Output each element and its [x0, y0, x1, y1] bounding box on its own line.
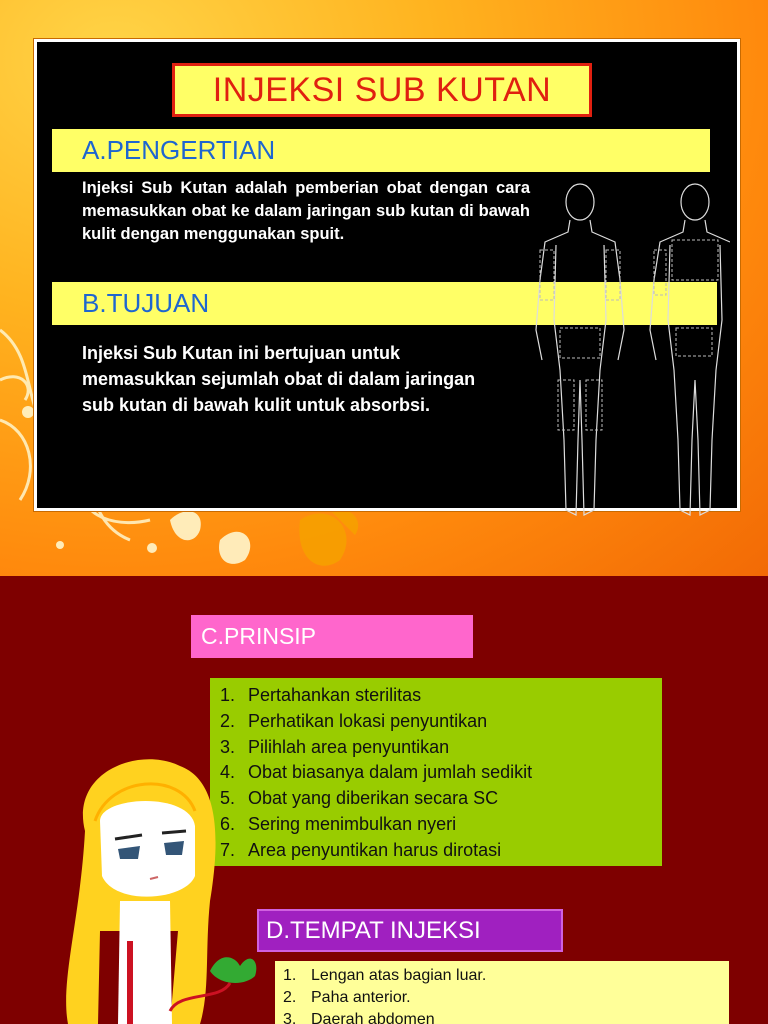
- section-b-text: Injeksi Sub Kutan ini bertujuan untuk memasukkan sejumlah obat di dalam jaringan sub kutan di bawah kulit untuk absorbsi.: [82, 343, 476, 415]
- body-injection-sites-illustration: [530, 180, 730, 530]
- section-b-heading: B.TUJUAN: [82, 288, 210, 318]
- list-item: 5. Obat yang diberikan secara SC: [220, 788, 499, 809]
- list-item: 1. Pertahankan sterilitas: [220, 685, 422, 705]
- prinsip-list-box: [210, 678, 662, 866]
- tempat-list: [283, 965, 729, 1024]
- list-item: 2. Paha anterior.: [283, 989, 411, 1006]
- section-d-header: [257, 909, 563, 952]
- section-c-heading: C.PRINSIP: [201, 623, 317, 649]
- slide-2: [0, 576, 768, 1024]
- cartoon-girl-illustration: [60, 751, 260, 1024]
- prinsip-list: [220, 683, 662, 864]
- list-item: 1. Lengan atas bagian luar.: [283, 967, 487, 984]
- list-item: 7. Area penyuntikan harus dirotasi: [220, 839, 502, 860]
- section-d-heading: D.TEMPAT INJEKSI: [266, 916, 481, 944]
- section-a-header: [52, 129, 710, 172]
- slide-title-box: [172, 63, 592, 117]
- section-a-heading: A.PENGERTIAN: [82, 135, 276, 165]
- list-item: 3. Pilihlah area penyuntikan: [220, 736, 450, 757]
- list-item: 2. Perhatikan lokasi penyuntikan: [220, 710, 488, 731]
- list-item: 6. Sering menimbulkan nyeri: [220, 813, 457, 834]
- slide-title: INJEKSI SUB KUTAN: [212, 70, 552, 109]
- section-c-header: [191, 615, 473, 658]
- list-item: 4. Obat biasanya dalam jumlah sedikit: [220, 762, 533, 783]
- section-a-text: Injeksi Sub Kutan adalah pemberian obat dengan cara memasukkan obat ke dalam jaringan sub kutan di bawah kulit dengan menggunakan spuit.: [82, 179, 530, 243]
- tempat-list-box: [275, 961, 729, 1024]
- list-item: 3. Daerah abdomen: [283, 1011, 435, 1024]
